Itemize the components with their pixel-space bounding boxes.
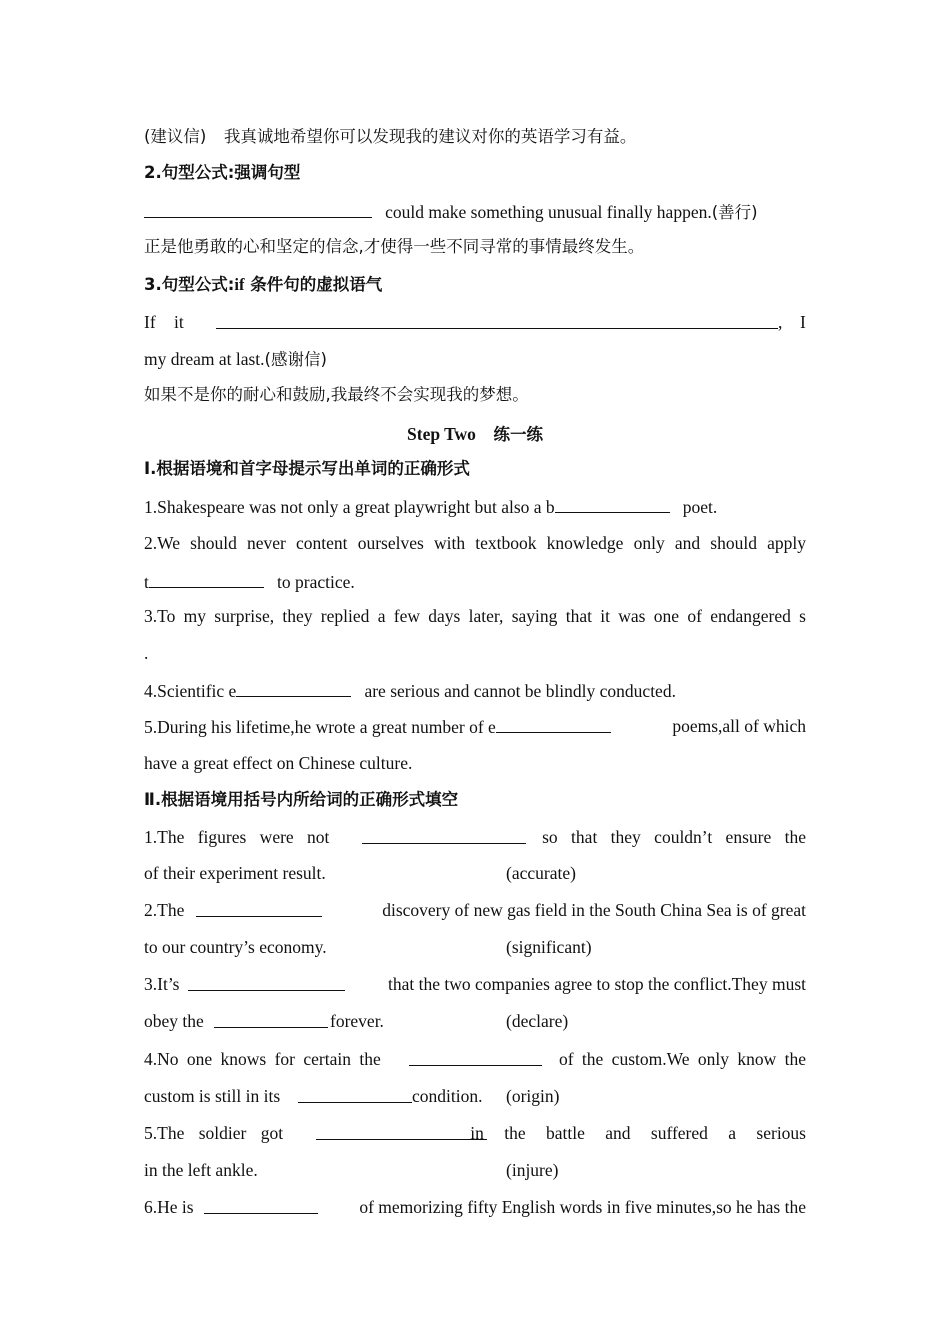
- part1-q4: [144, 678, 806, 703]
- question-text: 4.Scientific e: [144, 681, 237, 701]
- answer-blank[interactable]: [149, 569, 264, 588]
- question-text: to practice.: [277, 572, 355, 592]
- question-text: to our country’s economy.: [144, 937, 327, 957]
- part1-q5: [144, 714, 806, 739]
- answer-blank[interactable]: [496, 714, 611, 733]
- if-word: If: [144, 312, 156, 332]
- question-text: 6.He is: [144, 1197, 194, 1217]
- item2-english: could make something unusual finally happen.: [385, 202, 712, 222]
- part2-heading: Ⅱ.根据语境用括号内所给词的正确形式填空: [144, 790, 459, 809]
- advice-letter-line: [144, 124, 806, 149]
- answer-blank[interactable]: [362, 825, 526, 844]
- question-text: 1.Shakespeare was not only a great playwright but also a b: [144, 497, 555, 517]
- answer-blank[interactable]: [214, 1009, 328, 1028]
- step-subtitle: 练一练: [493, 425, 543, 444]
- question-text: poems,all of which: [672, 716, 806, 736]
- item2-chinese: 正是他勇敢的心和坚定的信念,才使得一些不同寻常的事情最终发生。: [144, 237, 645, 256]
- item3-chinese: 如果不是你的耐心和鼓励,我最终不会实现我的梦想。: [144, 385, 529, 404]
- question-text: of the custom.We only know the: [558, 1049, 806, 1069]
- comma: ,: [778, 312, 783, 332]
- word-hint: (injure): [506, 1160, 559, 1180]
- question-text: forever.: [330, 1011, 384, 1031]
- question-text: poet.: [682, 497, 718, 517]
- question-text: condition.: [412, 1086, 483, 1106]
- part1-q3-line2: .: [144, 643, 149, 663]
- part2-q6: [144, 1195, 806, 1219]
- step-two-heading: [144, 422, 806, 447]
- part1-q5-line2: have a great effect on Chinese culture.: [144, 753, 413, 773]
- word-hint: (accurate): [506, 863, 576, 883]
- question-text: obey the: [144, 1011, 204, 1031]
- answer-blank[interactable]: [204, 1195, 318, 1214]
- answer-blank[interactable]: [196, 898, 322, 917]
- part2-q3-line2: [144, 1009, 806, 1033]
- question-text: 1.The figures were not: [144, 827, 330, 847]
- part2-q3: [144, 972, 806, 996]
- question-text: are serious and cannot be blindly conducted.: [364, 681, 676, 701]
- answer-blank[interactable]: [188, 972, 345, 991]
- question-text: so that they couldn’t ensure the: [542, 827, 806, 847]
- part2-q2-line2: [144, 935, 806, 959]
- item3-line2-text: my dream at last.: [144, 349, 265, 369]
- question-text: discovery of new gas field in the South China Sea is of great: [382, 900, 806, 920]
- question-text: of memorizing fifty English words in five minutes,so he has the: [359, 1197, 806, 1217]
- question-text: that the two companies agree to stop the conflict.They must: [388, 974, 806, 994]
- part1-q1: [144, 494, 806, 519]
- question-text: 2.The: [144, 900, 185, 920]
- word-hint: (origin): [506, 1086, 560, 1106]
- item2-english-line: [144, 199, 806, 225]
- word-hint: (declare): [506, 1011, 569, 1031]
- question-text: 4.No one knows for certain the: [144, 1049, 381, 1069]
- step-title: Step Two: [407, 424, 476, 444]
- answer-blank[interactable]: [216, 310, 778, 329]
- letter-tag: (感谢信): [264, 350, 327, 369]
- part1-heading: Ⅰ.根据语境和首字母提示写出单词的正确形式: [144, 459, 470, 478]
- question-text: in the left ankle.: [144, 1160, 258, 1180]
- item3-title-pre: 3.句型公式:: [144, 275, 235, 294]
- answer-blank[interactable]: [555, 494, 670, 513]
- part2-q5-line2: [144, 1158, 806, 1182]
- item3-line1: [144, 310, 806, 334]
- question-text: 3.It’s: [144, 974, 180, 994]
- item3-title-if: if: [234, 275, 245, 294]
- item3-title: [144, 273, 806, 297]
- answer-blank[interactable]: [236, 678, 351, 697]
- part1-q2-line1: 2.We should never content ourselves with textbook knowledge only and should apply: [144, 533, 806, 553]
- it-word: it: [174, 312, 184, 332]
- question-text: in the battle and suffered a serious: [470, 1123, 806, 1143]
- question-text: 5.During his lifetime,he wrote a great number of e: [144, 717, 496, 737]
- letter-tag: (善行): [711, 203, 758, 222]
- answer-blank[interactable]: [409, 1047, 542, 1066]
- letter-tag: (建议信): [144, 127, 207, 146]
- item3-line2: [144, 347, 806, 372]
- part2-q2: [144, 898, 806, 922]
- question-text: custom is still in its: [144, 1086, 281, 1106]
- question-text: of their experiment result.: [144, 863, 326, 883]
- advice-sentence: 我真诚地希望你可以发现我的建议对你的英语学习有益。: [223, 127, 637, 146]
- part2-q1-line2: [144, 861, 806, 885]
- answer-blank[interactable]: [144, 199, 372, 218]
- i-word: I: [800, 312, 806, 332]
- answer-blank[interactable]: [298, 1084, 412, 1103]
- answer-blank[interactable]: [316, 1121, 487, 1140]
- part2-q1: [144, 825, 806, 849]
- question-text: 5.The soldier got: [144, 1123, 284, 1143]
- part1-q2-line2: [144, 569, 806, 594]
- word-hint: (significant): [506, 937, 592, 957]
- part2-q4: [144, 1047, 806, 1071]
- item2-title: 2.句型公式:强调句型: [144, 163, 301, 182]
- question-text: t: [144, 572, 149, 592]
- part1-q3-line1: 3.To my surprise, they replied a few days later, saying that it was one of endangered s: [144, 606, 806, 626]
- part2-q4-line2: [144, 1084, 806, 1108]
- part2-q5: [144, 1121, 806, 1145]
- item3-title-post: 条件句的虚拟语气: [244, 275, 383, 294]
